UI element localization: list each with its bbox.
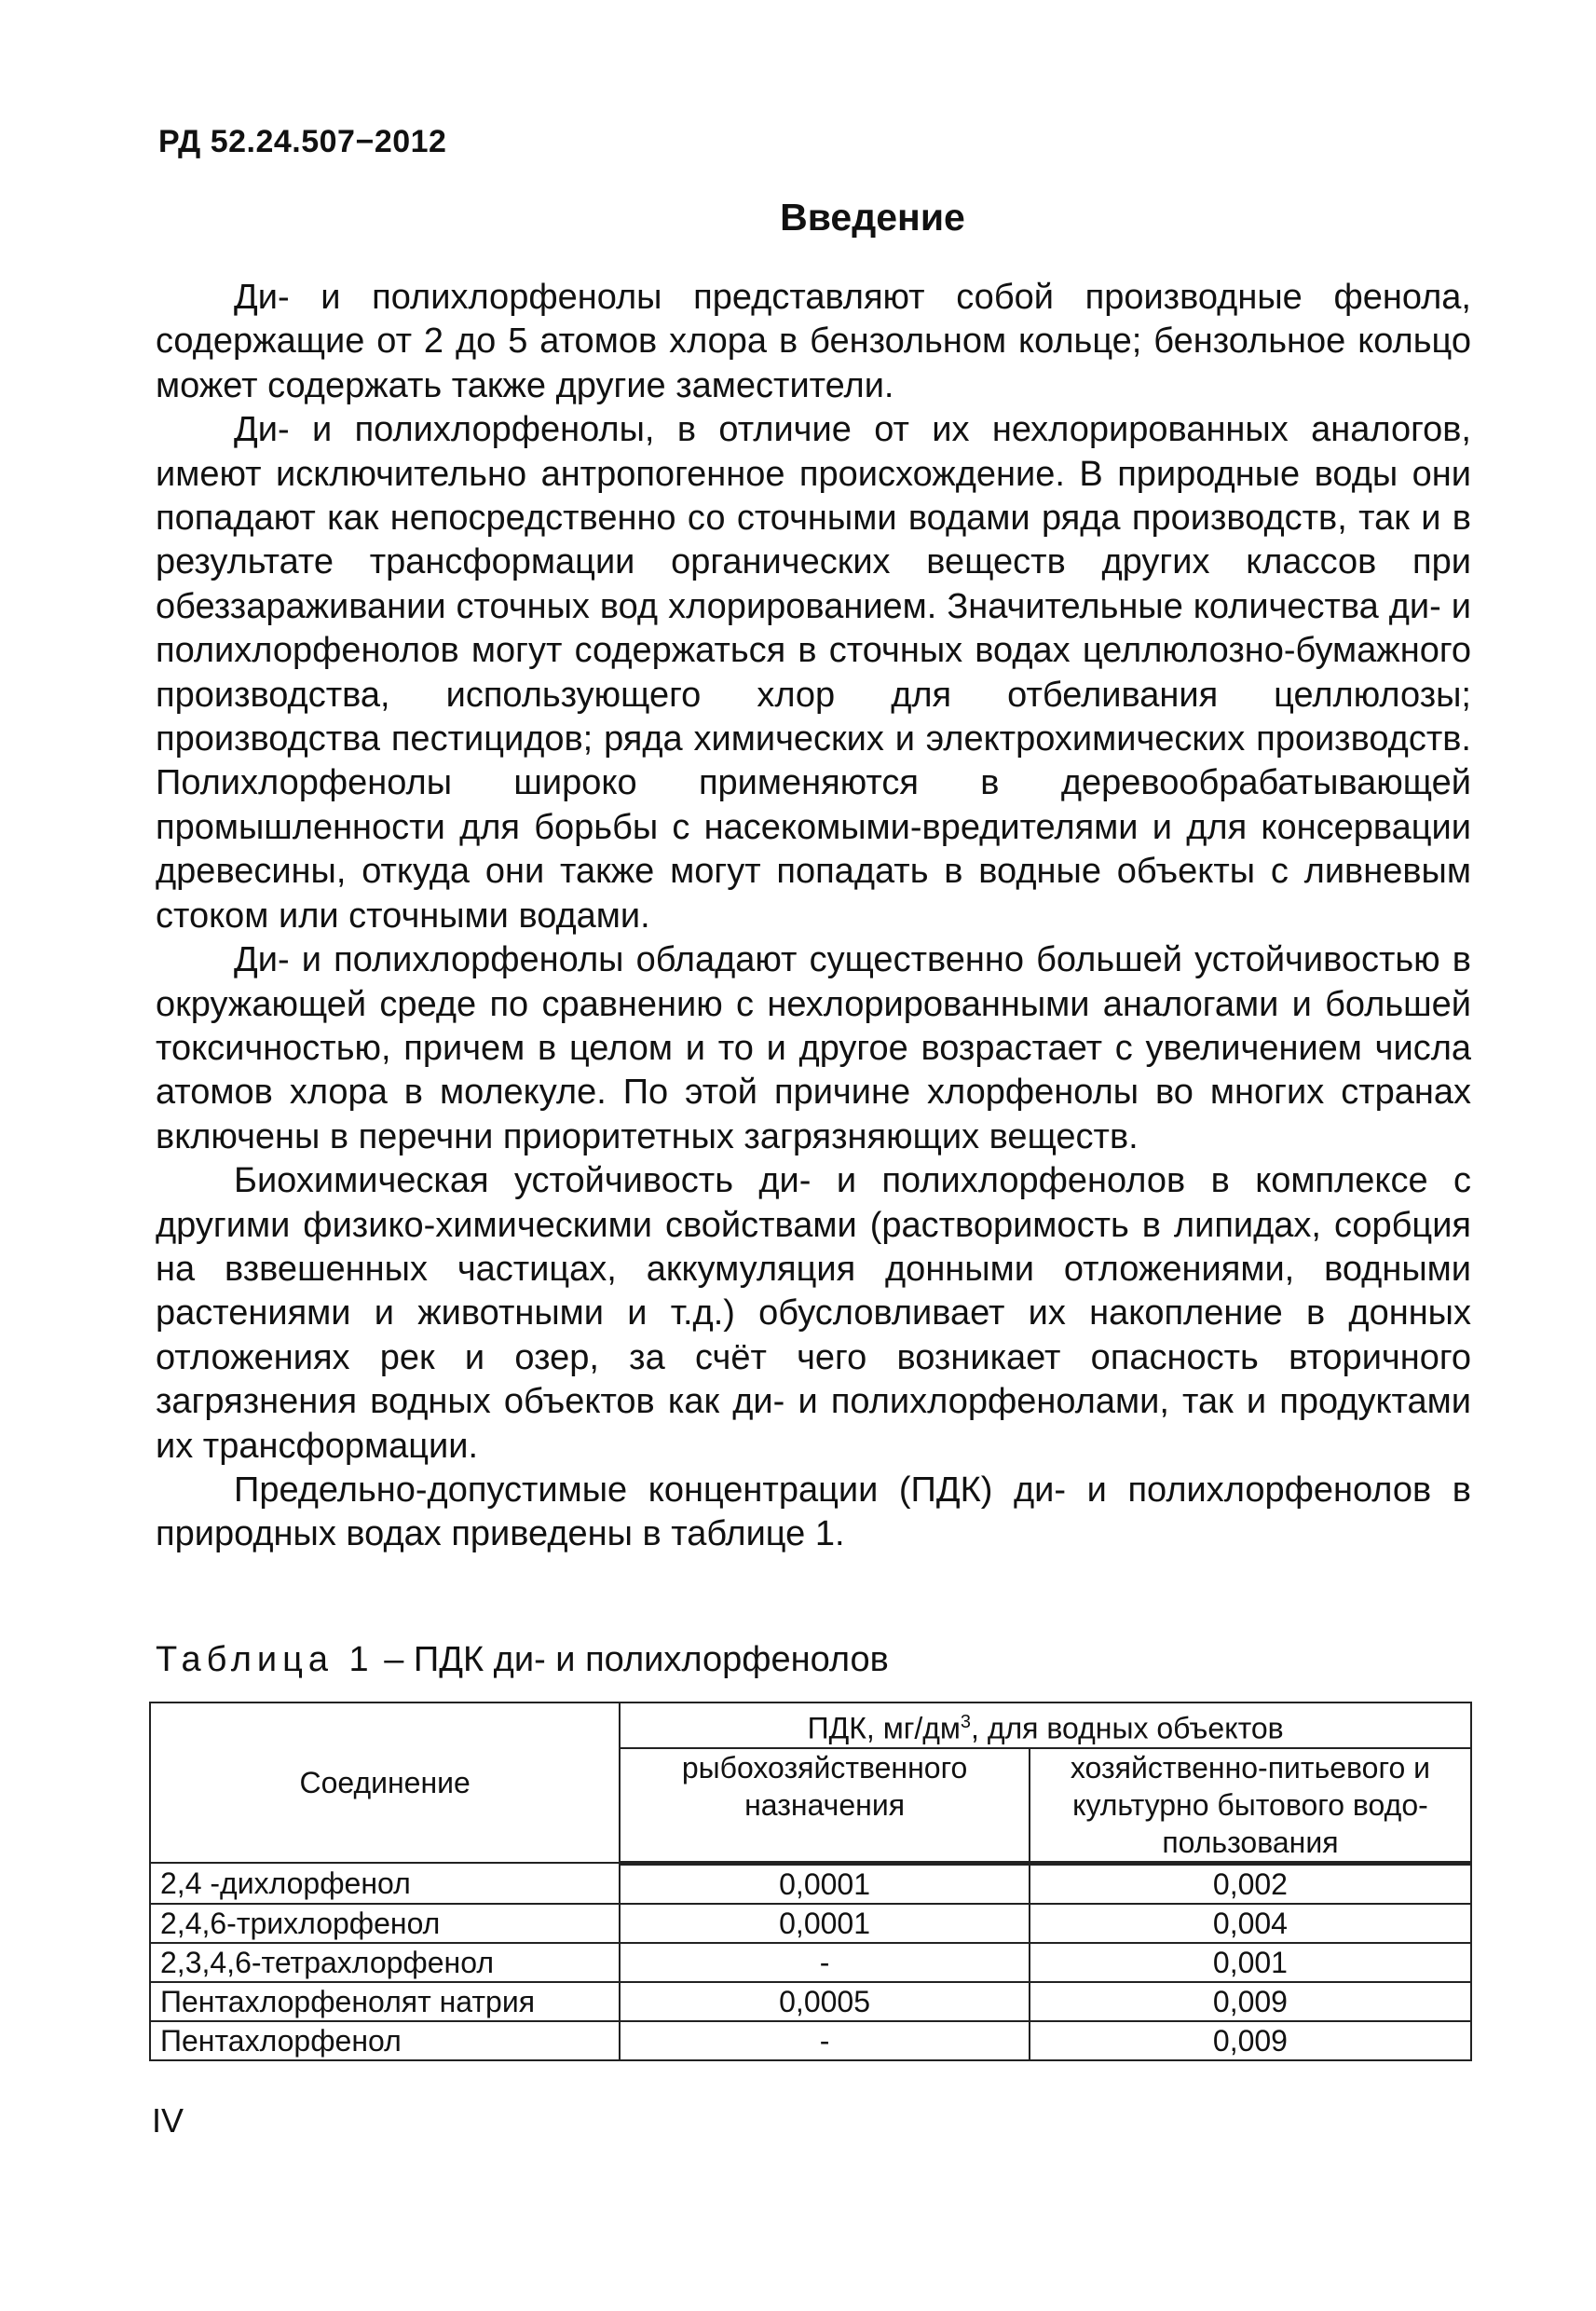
header-household: хозяйственно-питьевого и культурно бытового водо-пользования [1030, 1748, 1471, 1864]
cell-household: 0,002 [1030, 1863, 1471, 1904]
cell-compound: Пентахлорфенол [150, 2021, 620, 2060]
table-caption-text: – ПДК ди- и полихлорфенолов [374, 1640, 889, 1679]
cell-fishery: 0,0005 [620, 1982, 1030, 2021]
cell-fishery: - [620, 1943, 1030, 1982]
cell-fishery: 0,0001 [620, 1904, 1030, 1943]
table-row [150, 1982, 1471, 2021]
table-row [150, 2021, 1471, 2060]
paragraph-5: Предельно-допустимые концентрации (ПДК) ди- и полихлорфенолов в природных водах приведены в таблице 1. [156, 1470, 1471, 1554]
cell-household: 0,004 [1030, 1904, 1471, 1943]
header-pdk-suffix: , для водных объектов [971, 1711, 1284, 1745]
cell-household: 0,001 [1030, 1943, 1471, 1982]
table-caption [156, 1640, 889, 1680]
document-code: РД 52.24.507−2012 [158, 124, 447, 159]
table-row [150, 1863, 1471, 1904]
paragraph-1: Ди- и полихлорфенолы представляют собой производные фенола, содержащие от 2 до 5 атомов хлора в бензольном кольце; бензольное кольцо может содержать также другие заместители. [156, 278, 1471, 405]
header-pdk-sup: 3 [960, 1712, 972, 1732]
cell-fishery: 0,0001 [620, 1863, 1030, 1904]
header-fishery: рыбохозяйственного назначения [620, 1748, 1030, 1864]
paragraph-2: Ди- и полихлорфенолы, в отличие от их нехлорированных аналогов, имеют исключительно антропогенное происхождение. В природные воды они попадают как непосредственно со сточными водами ряда производств, так и в результате трансформации органических веществ других классов при обеззараживании сточных вод хлорированием. Значительные количества ди- и полихлорфенолов могут содержаться в сточных водах целлюлозно-бумажного производства, использующего хлор для отбеливания целлюлозы; производства пестицидов; ряда химических и электрохимических производств. Полихлорфенолы широко применяются в деревообрабатывающей промышленности для борьбы с насекомыми-вредителями и для консервации древесины, откуда они также могут попадать в водные объекты с ливневым стоком или сточными водами. [156, 410, 1471, 936]
body-text [156, 276, 1471, 1557]
cell-household: 0,009 [1030, 2021, 1471, 2060]
pdk-table [149, 1702, 1472, 2061]
table-caption-prefix: Таблица 1 [156, 1640, 375, 1679]
cell-compound: 2,4,6-трихлорфенол [150, 1904, 620, 1943]
table-row [150, 1904, 1471, 1943]
paragraph-4: Биохимическая устойчивость ди- и полихлорфенолов в комплексе с другими физико-химическими свойствами (растворимость в липидах, сорбция на взвешенных частицах, аккумуляция донными отложениями, водными растениями и животными и т.д.) обусловливает их накопление в донных отложениях рек и озер, за счёт чего возникает опасность вторичного загрязнения водных объектов как ди- и полихлорфенолами, так и продуктами их трансформации. [156, 1161, 1471, 1466]
header-pdk-text: ПДК, мг/дм [807, 1711, 961, 1745]
cell-fishery: - [620, 2021, 1030, 2060]
table-row [150, 1943, 1471, 1982]
header-pdk-group [620, 1702, 1471, 1748]
paragraph-3: Ди- и полихлорфенолы обладают существенно большей устойчивостью в окружающей среде по сравнению с нехлорированными аналогами и большей токсичностью, причем в целом и то и другое возрастает с увеличением числа атомов хлора в молекуле. По этой причине хлорфенолы во многих странах включены в перечни приоритетных загрязняющих веществ. [156, 940, 1471, 1156]
cell-compound: 2,3,4,6-тетрахлорфенол [150, 1943, 620, 1982]
page-number: IV [152, 2101, 184, 2140]
cell-compound: Пентахлорфенолят натрия [150, 1982, 620, 2021]
section-title: Введение [780, 196, 965, 239]
header-compound: Соединение [150, 1702, 620, 1863]
cell-compound: 2,4 -дихлорфенол [150, 1863, 620, 1904]
cell-household: 0,009 [1030, 1982, 1471, 2021]
